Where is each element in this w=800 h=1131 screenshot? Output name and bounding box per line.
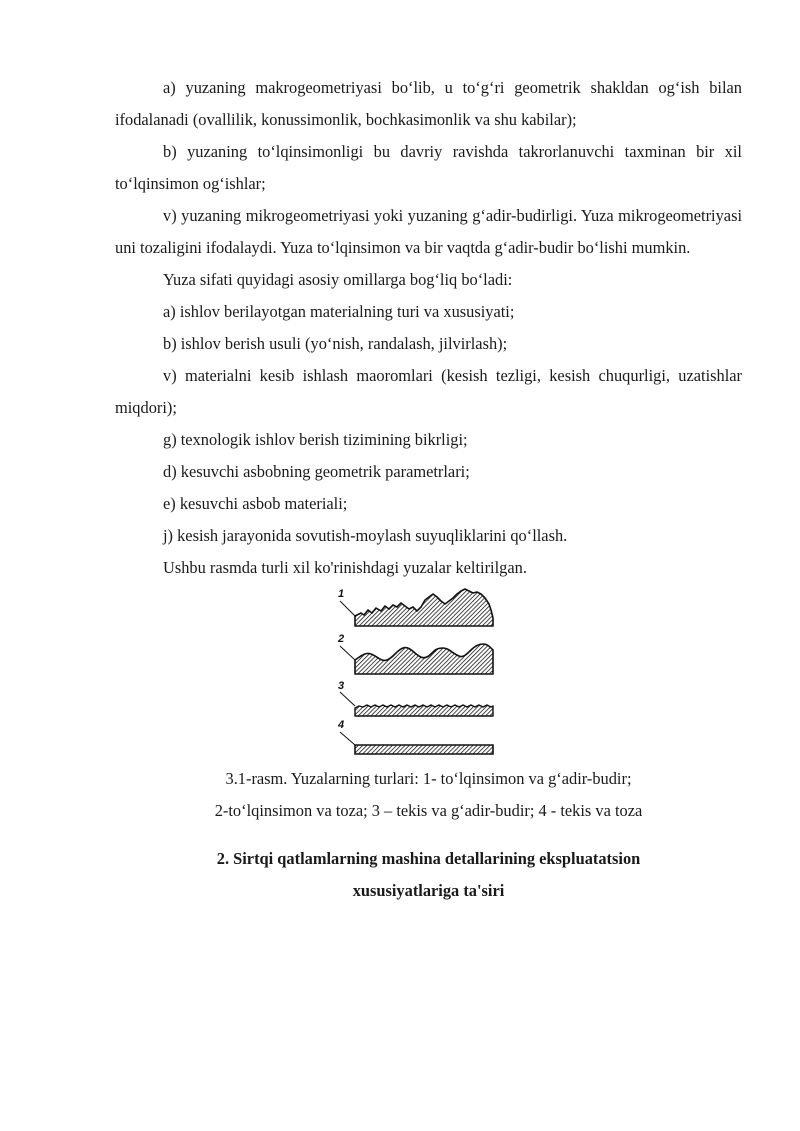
section-heading-line-1: 2. Sirtqi qatlamlarning mashina detallarining ekspluatatsion <box>216 849 641 868</box>
profile-label-2: 2 <box>338 633 345 645</box>
profile-label-1: 1 <box>338 588 345 600</box>
list-item-v: v) materialni kesib ishlash maoromlari (kesish tezligi, kesish chuqurligi, uzatishlar miqdori); <box>115 366 742 417</box>
figure-caption-line-2: 2-to‘lqinsimon va toza; 3 – tekis va g‘adir-budir; 4 - tekis va toza <box>214 801 643 820</box>
surface-profiles-drawing <box>337 588 522 760</box>
list-item-a: a) ishlov berilayotgan materialning turi va xususiyati; <box>163 302 515 321</box>
profile-1-wavy-rough <box>338 588 493 626</box>
list-item-e: e) kesuvchi asbob materiali; <box>163 494 348 513</box>
figure-intro: Ushbu rasmda turli xil ko'rinishdagi yuzalar keltirilgan. <box>163 558 527 577</box>
document-page <box>115 72 742 907</box>
paragraph-factors-intro: Yuza sifati quyidagi asosiy omillarga bog‘liq bo‘ladi: <box>163 270 513 289</box>
profile-label-4: 4 <box>338 719 345 731</box>
surface-types-figure <box>115 588 742 763</box>
list-item-d: d) kesuvchi asbobning geometrik parametrlari; <box>163 462 470 481</box>
list-item-g: g) texnologik ishlov berish tizimining bikrligi; <box>163 430 468 449</box>
profile-label-3: 3 <box>338 680 345 692</box>
profile-2-wavy-smooth <box>337 633 493 674</box>
paragraph-v-microgeometry: v) yuzaning mikrogeometriyasi yoki yuzaning g‘adir-budirligi. Yuza mikrogeometriyasi uni tozaligini ifodalaydi. Yuza to‘lqinsimon va bir vaqtda g‘adir-budir bo‘lishi mumkin. <box>115 206 742 257</box>
list-item-b: b) ishlov berish usuli (yo‘nish, randalash, jilvirlash); <box>163 334 508 353</box>
figure-caption-line-1: 3.1-rasm. Yuzalarning turlari: 1- to‘lqinsimon va g‘adir-budir; <box>225 769 632 788</box>
section-heading-line-2: xususiyatlariga ta'siri <box>352 881 505 900</box>
paragraph-b-waviness: b) yuzaning to‘lqinsimonligi bu davriy ravishda takrorlanuvchi taxminan bir xil to‘lqinsimon og‘ishlar; <box>115 142 742 193</box>
profile-4-flat-smooth <box>337 719 493 754</box>
profile-3-flat-rough <box>338 680 493 716</box>
paragraph-a-macrogeometry: a) yuzaning makrogeometriyasi bo‘lib, u to‘g‘ri geometrik shakldan og‘ish bilan ifodalanadi (ovallilik, konussimonlik, bochkasimonlik va shu kabilar); <box>115 78 742 129</box>
list-item-j: j) kesish jarayonida sovutish-moylash suyuqliklarini qo‘llash. <box>163 526 568 545</box>
